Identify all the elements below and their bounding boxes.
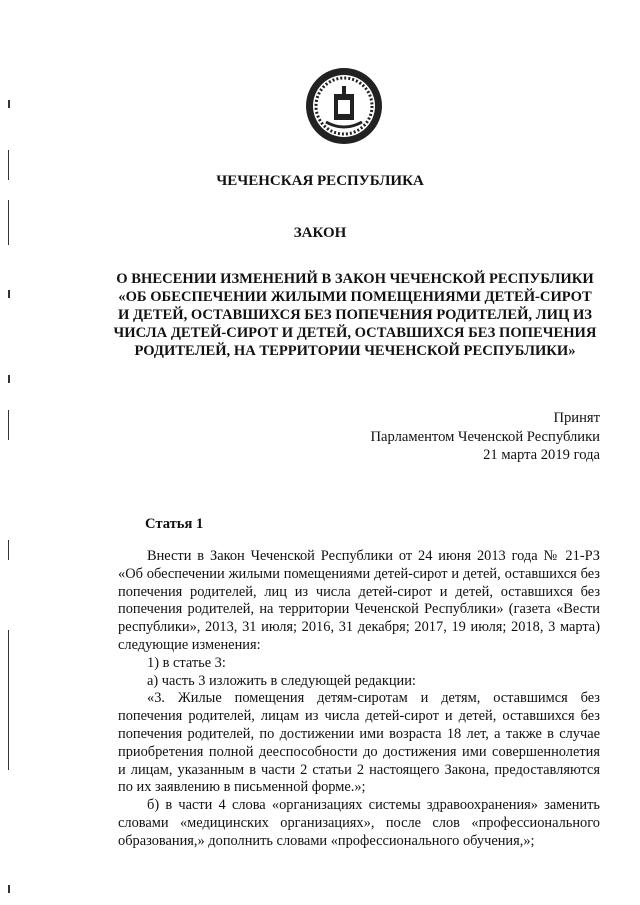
body-line: а) часть 3 изложить в следующей редакции:	[147, 672, 416, 689]
republic-name: ЧЕЧЕНСКАЯ РЕСПУБЛИКА	[216, 173, 424, 189]
body-line: и лицам, указанным в части 2 статьи 2 настоящего Закона, предоставляются	[118, 761, 600, 778]
law-title	[105, 270, 605, 360]
coat-of-arms-emblem	[304, 66, 384, 146]
body-line: Внести в Закон Чеченской Республики от 24 июня 2013 года № 21-РЗ	[147, 548, 600, 564]
adoption-block	[370, 409, 600, 465]
body-line: образования,» дополнить словами «профессионального обучения,»;	[118, 832, 535, 849]
body-line: попечения родителей, лиц из числа детей-сирот и детей, оставшихся без	[118, 583, 600, 600]
adoption-date: 21 марта 2019 года	[483, 447, 600, 463]
adopted-by: Парламентом Чеченской Республики	[370, 428, 600, 445]
law-title-line: И ДЕТЕЙ, ОСТАВШИХСЯ БЕЗ ПОПЕЧЕНИЯ РОДИТЕЛЕЙ, ЛИЦ ИЗ	[117, 307, 593, 323]
body-line: «Об обеспечении жилыми помещениями детей-сирот и детей, оставшихся без	[118, 565, 600, 582]
document-type: ЗАКОН	[293, 225, 347, 241]
law-title-line: «ОБ ОБЕСПЕЧЕНИИ ЖИЛЫМИ ПОМЕЩЕНИЯМИ ДЕТЕЙ-СИРОТ	[118, 289, 592, 305]
law-title-line: О ВНЕСЕНИИ ИЗМЕНЕНИЙ В ЗАКОН ЧЕЧЕНСКОЙ РЕСПУБЛИКИ	[116, 271, 594, 287]
law-title-line: ЧИСЛА ДЕТЕЙ-СИРОТ И ДЕТЕЙ, ОСТАВШИХСЯ БЕЗ ПОПЕЧЕНИЯ	[113, 325, 597, 341]
body-line: республики», 2013, 31 июля; 2016, 31 декабря; 2017, 19 июля; 2018, 3 марта)	[118, 619, 600, 636]
body-line: следующие изменения:	[118, 636, 261, 653]
body-line: по их заявлению в письменной форме.»;	[118, 779, 366, 796]
body-line: попечения родителей, на территории Чеченской Республики» (газета «Вести	[118, 601, 600, 618]
body-line: словами «медицинских организациях», после слов «профессионального	[118, 814, 600, 831]
body-line: «3. Жилые помещения детям-сиротам и детям, оставшимся без	[147, 690, 600, 707]
body-line: попечения родителей, по достижении ими возраста 18 лет, а также в случае	[118, 725, 600, 742]
body-line: попечения родителей, лицам из числа детей-сирот и детей, оставшихся без	[118, 708, 600, 725]
adopted-label: Принят	[553, 410, 600, 426]
body-line: приобретения полной дееспособности до достижения ими совершеннолетия	[118, 743, 600, 760]
law-title-line: РОДИТЕЛЕЙ, НА ТЕРРИТОРИИ ЧЕЧЕНСКОЙ РЕСПУБЛИКИ»	[134, 343, 576, 359]
article-heading: Статья 1	[145, 516, 204, 532]
body-line: 1) в статье 3:	[147, 654, 226, 671]
scan-margin-marks	[8, 90, 12, 900]
article-body	[118, 548, 600, 851]
body-line: б) в части 4 слова «организациях системы здравоохранения» заменить	[147, 797, 600, 814]
